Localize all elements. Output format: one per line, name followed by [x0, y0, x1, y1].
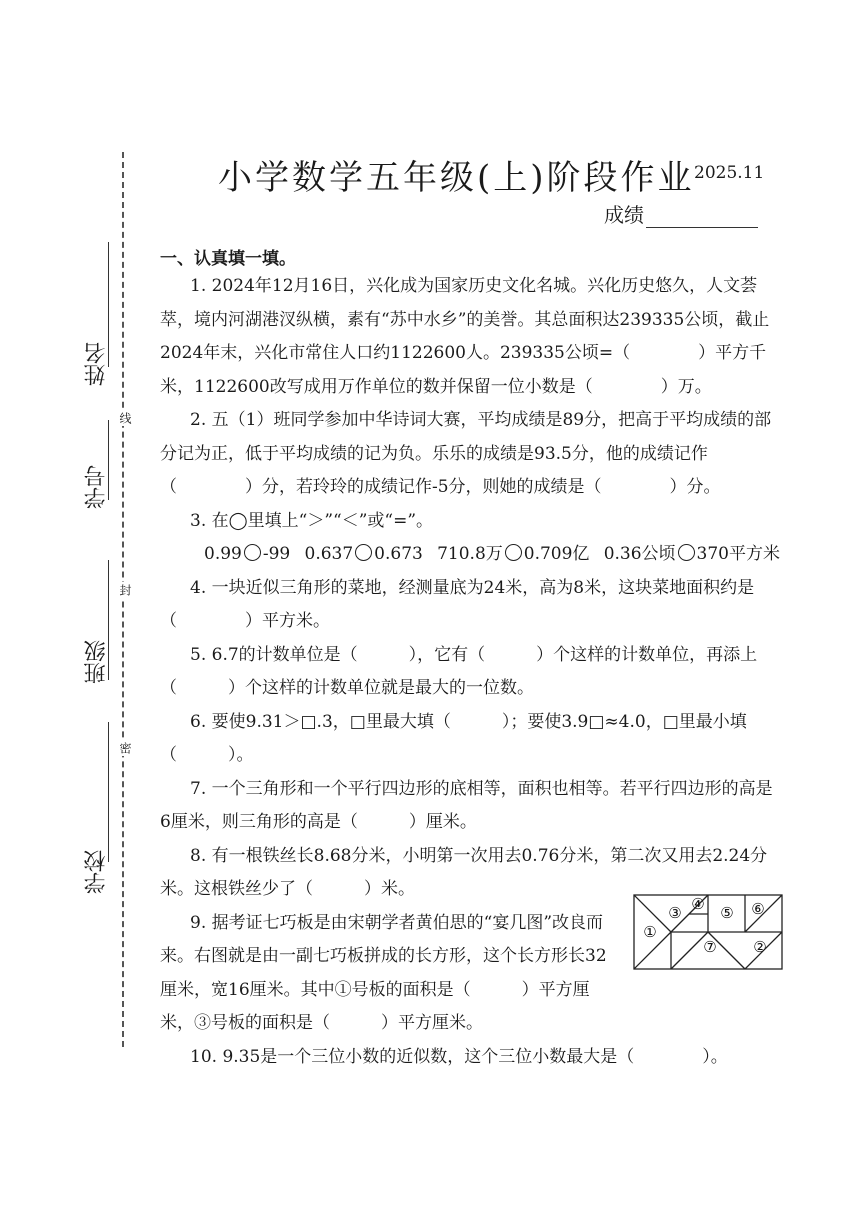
question-6: 6. 要使9.31＞□.3，□里最大填（ ）；要使3.9□≈4.0，□里最小填（ ）。 [160, 711, 747, 765]
question-3: 3. 在◯里填上“＞”“＜”或“=”。 [190, 510, 434, 531]
question-9: 9. 据考证七巧板是由宋朝学者黄伯思的“宴几图”改良而来。右图就是由一副七巧板拼成的长方形，这个长方形长32厘米，宽16厘米。其中①号板的面积是（ ）平方厘米，③号板的面积是（ ）平方厘米。 [160, 912, 607, 1033]
tangram-figure [633, 894, 783, 970]
question-7: 7. 一个三角形和一个平行四边形的底相等，面积也相等。若平行四边形的高是6厘米，则三角形的高是（ ）厘米。 [160, 778, 773, 832]
page-title: 小学数学五年级(上)阶段作业 [218, 158, 695, 198]
tangram-label-4: ④ [691, 895, 705, 913]
tangram-label-6: ⑥ [751, 900, 765, 918]
tangram-label-1: ① [643, 923, 657, 941]
date-label: 2025.11 [694, 163, 765, 183]
question-1: 1. 2024年12月16日，兴化成为国家历史文化名城。兴化历史悠久，人文荟萃，境内河湖港汊纵横，素有“苏中水乡”的美誉。其总面积达239335公顷，截止2024年末，兴化市常住人口约1122600人。239335公顷=（ ）平方千米，1122600改写成用万作单位的数并保留一位小数是（ ）万。 [160, 276, 770, 397]
seal-char-secret: 密 [118, 742, 132, 754]
question-2: 2. 五（1）班同学参加中华诗词大赛，平均成绩是89分，把高于平均成绩的部分记为正，低于平均成绩的记为负。乐乐的成绩是93.5分，他的成绩记作（ ）分，若玲玲的成绩记作-5分，则她的成绩是（ ）分。 [160, 410, 772, 497]
name-label: 姓名 [84, 342, 109, 386]
question-10: 10. 9.35是一个三位小数的近似数，这个三位小数最大是（ ）。 [190, 1046, 728, 1067]
question-4: 4. 一块近似三角形的菜地，经测量底为24米，高为8米，这块菜地面积约是（ ）平方米。 [160, 577, 755, 631]
compare-circle[interactable] [355, 544, 372, 561]
comparison-row [160, 538, 780, 572]
compare-circle[interactable] [678, 544, 695, 561]
score-label: 成绩 [604, 203, 644, 227]
comparison-item: 0.36公顷 370平方米 [603, 544, 780, 564]
seal-char-seal: 封 [118, 584, 132, 596]
section-title: 一、认真填一填。 [160, 249, 296, 269]
compare-circle[interactable] [505, 544, 522, 561]
comparison-item: 0.99 -99 [204, 544, 291, 564]
compare-circle[interactable] [244, 544, 261, 561]
question-8: 8. 有一根铁丝长8.68分米，小明第一次用去0.76分米，第二次又用去2.24分米。这根铁丝少了（ ）米。 [160, 845, 768, 899]
tangram-label-2: ② [753, 938, 767, 956]
school-blank[interactable] [108, 722, 109, 862]
question-5: 5. 6.7的计数单位是（ ），它有（ ）个这样的计数单位，再添上（ ）个这样的计数单位就是最大的一位数。 [160, 644, 758, 698]
comparison-item: 0.637 0.673 [304, 544, 423, 564]
school-label: 学校 [84, 850, 109, 894]
tangram-label-5: ⑤ [720, 904, 734, 922]
score-field [604, 199, 758, 228]
score-blank[interactable] [646, 227, 758, 228]
tangram-label-3: ③ [668, 904, 682, 922]
comparison-item: 710.8万 0.709亿 [437, 544, 590, 564]
class-label: 班级 [84, 640, 109, 684]
tangram-label-7: ⑦ [703, 938, 717, 956]
student-id-label: 学号 [84, 465, 109, 509]
binding-dashed-line [122, 152, 124, 1047]
seal-char-line: 线 [118, 412, 132, 424]
